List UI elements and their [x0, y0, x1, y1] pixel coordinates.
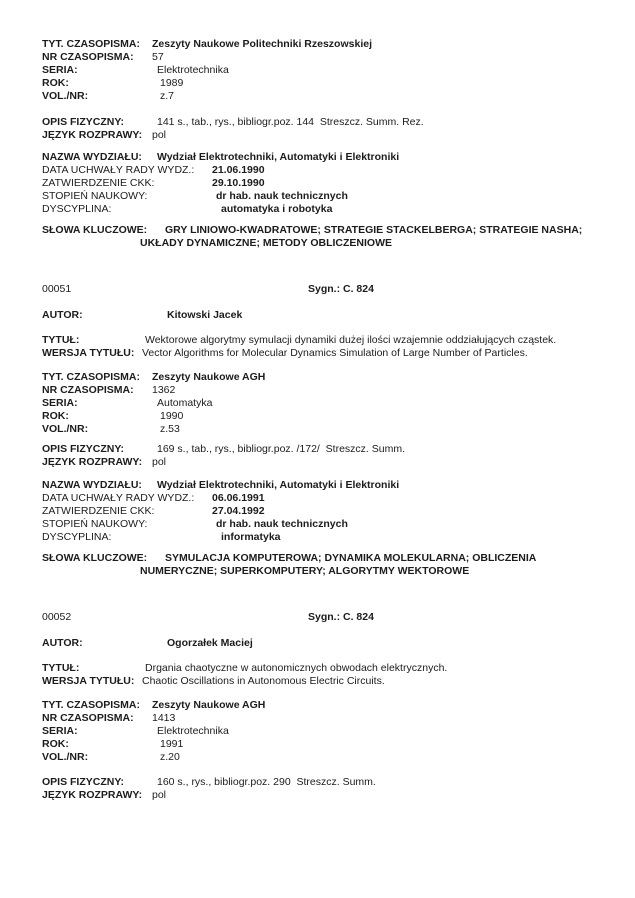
row-tytul: [42, 662, 607, 675]
label-jezyk-rozprawy: JĘZYK ROZPRAWY:: [42, 129, 143, 141]
value-autor: Ogorzałek Maciej: [167, 637, 253, 649]
label-zatwierdzenie-ckk: ZATWIERDZENIE CKK:: [42, 177, 155, 189]
row-rok: [42, 77, 607, 90]
spacer: [42, 360, 607, 371]
value-wersja-tytulu: Vector Algorithms for Molecular Dynamics Simulation of Large Number of Particles.: [142, 347, 528, 359]
row-zatwierdzenie-ckk: [42, 177, 607, 190]
label-nazwa-wydzialu: NAZWA WYDZIAŁU:: [42, 151, 142, 163]
label-stopien-naukowy: STOPIEŃ NAUKOWY:: [42, 190, 148, 202]
value-seria: Automatyka: [157, 397, 213, 409]
row-seria: [42, 725, 607, 738]
record-block: [42, 611, 607, 802]
value-dyscyplina: automatyka i robotyka: [221, 203, 333, 215]
row-autor: [42, 637, 607, 650]
label-autor: AUTOR:: [42, 637, 83, 649]
row-seria: [42, 64, 607, 77]
spacer: [42, 624, 607, 637]
label-nr-czasopisma: NR CZASOPISMA:: [42, 51, 134, 63]
value-tytul: Drgania chaotyczne w autonomicznych obwodach elektrycznych.: [145, 662, 448, 674]
label-seria: SERIA:: [42, 397, 78, 409]
label-dyscyplina: DYSCYPLINA:: [42, 531, 112, 543]
label-slowa-kluczowe: SŁOWA KLUCZOWE:: [42, 224, 148, 236]
value-stopien-naukowy: dr hab. nauk technicznych: [216, 518, 348, 530]
value-seria: Elektrotechnika: [157, 64, 229, 76]
label-vol-nr: VOL./NR:: [42, 90, 89, 102]
record-block: [42, 38, 607, 250]
record-signature: Sygn.: C. 824: [308, 283, 374, 295]
label-nr-czasopisma: NR CZASOPISMA:: [42, 712, 134, 724]
row-jezyk-rozprawy: [42, 129, 607, 142]
row-vol-nr: [42, 423, 607, 436]
value-journal-title: Zeszyty Naukowe Politechniki Rzeszowskiej: [152, 38, 372, 50]
value-jezyk-rozprawy: pol: [152, 789, 167, 801]
record-number: 00051: [42, 283, 72, 295]
record-block: [42, 283, 607, 578]
label-opis-fizyczny: OPIS FIZYCZNY:: [42, 776, 125, 788]
record-header: [42, 611, 607, 624]
value-journal-title: Zeszyty Naukowe AGH: [152, 371, 266, 383]
row-rok: [42, 738, 607, 751]
value-opis-fizyczny: 169 s., tab., rys., bibliogr.poz. /172/ Streszcz. Summ.: [157, 443, 406, 455]
value-journal-nr: 57: [152, 51, 164, 63]
row-nazwa-wydzialu: [42, 151, 607, 164]
row-slowa-kluczowe: [42, 224, 607, 237]
label-nazwa-wydzialu: NAZWA WYDZIAŁU:: [42, 479, 142, 491]
row-tyt-czasopisma: [42, 699, 607, 712]
label-wersja-tytulu: WERSJA TYTUŁU:: [42, 347, 135, 359]
row-data-uchwaly: [42, 164, 607, 177]
label-tyt-czasopisma: TYT. CZASOPISMA:: [42, 38, 141, 50]
row-seria: [42, 397, 607, 410]
label-rok: ROK:: [42, 738, 69, 750]
row-vol-nr: [42, 751, 607, 764]
label-tytul: TYTUŁ:: [42, 334, 80, 346]
label-rok: ROK:: [42, 77, 69, 89]
label-dyscyplina: DYSCYPLINA:: [42, 203, 112, 215]
row-vol-nr: [42, 90, 607, 103]
label-tytul: TYTUŁ:: [42, 662, 80, 674]
label-tyt-czasopisma: TYT. CZASOPISMA:: [42, 699, 141, 711]
label-tyt-czasopisma: TYT. CZASOPISMA:: [42, 371, 141, 383]
value-jezyk-rozprawy: pol: [152, 129, 167, 141]
value-zatwierdzenie-ckk: 29.10.1990: [212, 177, 265, 189]
value-vol-nr: z.7: [160, 90, 175, 102]
spacer: [42, 650, 607, 662]
value-rok: 1989: [160, 77, 184, 89]
value-jezyk-rozprawy: pol: [152, 456, 167, 468]
row-wersja-tytulu: [42, 347, 607, 360]
label-slowa-kluczowe: SŁOWA KLUCZOWE:: [42, 552, 148, 564]
value-journal-nr: 1362: [152, 384, 176, 396]
label-seria: SERIA:: [42, 725, 78, 737]
label-opis-fizyczny: OPIS FIZYCZNY:: [42, 116, 125, 128]
row-jezyk-rozprawy: [42, 789, 607, 802]
value-data-uchwaly: 21.06.1990: [212, 164, 265, 176]
spacer: [42, 578, 607, 611]
value-rok: 1990: [160, 410, 184, 422]
value-journal-nr: 1413: [152, 712, 176, 724]
label-vol-nr: VOL./NR:: [42, 751, 89, 763]
label-autor: AUTOR:: [42, 309, 83, 321]
value-dyscyplina: informatyka: [221, 531, 281, 543]
value-slowa-kluczowe-line2: NUMERYCZNE; SUPERKOMPUTERY; ALGORYTMY WEKTOROWE: [140, 565, 470, 577]
value-zatwierdzenie-ckk: 27.04.1992: [212, 505, 265, 517]
value-journal-title: Zeszyty Naukowe AGH: [152, 699, 266, 711]
spacer: [42, 103, 607, 116]
label-jezyk-rozprawy: JĘZYK ROZPRAWY:: [42, 456, 143, 468]
label-jezyk-rozprawy: JĘZYK ROZPRAWY:: [42, 789, 143, 801]
spacer: [42, 544, 607, 552]
label-data-uchwaly: DATA UCHWAŁY RADY WYDZ.:: [42, 492, 195, 504]
row-data-uchwaly: [42, 492, 607, 505]
value-nazwa-wydzialu: Wydział Elektrotechniki, Automatyki i Elektroniki: [157, 151, 400, 163]
spacer: [42, 436, 607, 443]
record-number: 00052: [42, 611, 72, 623]
row-opis-fizyczny: [42, 116, 607, 129]
label-seria: SERIA:: [42, 64, 78, 76]
row-nr-czasopisma: [42, 51, 607, 64]
value-vol-nr: z.53: [160, 423, 180, 435]
record-signature: Sygn.: C. 824: [308, 611, 374, 623]
row-stopien-naukowy: [42, 190, 607, 203]
value-opis-fizyczny: 160 s., rys., bibliogr.poz. 290 Streszcz. Summ.: [157, 776, 376, 788]
label-rok: ROK:: [42, 410, 69, 422]
label-zatwierdzenie-ckk: ZATWIERDZENIE CKK:: [42, 505, 155, 517]
label-vol-nr: VOL./NR:: [42, 423, 89, 435]
row-dyscyplina: [42, 203, 607, 216]
spacer: [42, 142, 607, 151]
row-autor: [42, 309, 607, 322]
label-nr-czasopisma: NR CZASOPISMA:: [42, 384, 134, 396]
value-data-uchwaly: 06.06.1991: [212, 492, 265, 504]
label-stopien-naukowy: STOPIEŃ NAUKOWY:: [42, 518, 148, 530]
row-dyscyplina: [42, 531, 607, 544]
label-data-uchwaly: DATA UCHWAŁY RADY WYDZ.:: [42, 164, 195, 176]
value-nazwa-wydzialu: Wydział Elektrotechniki, Automatyki i Elektroniki: [157, 479, 400, 491]
record-header: [42, 283, 607, 296]
row-opis-fizyczny: [42, 443, 607, 456]
spacer: [42, 216, 607, 224]
value-slowa-kluczowe-line1: GRY LINIOWO-KWADRATOWE; STRATEGIE STACKELBERGA; STRATEGIE NASHA;: [165, 224, 583, 236]
row-stopien-naukowy: [42, 518, 607, 531]
value-seria: Elektrotechnika: [157, 725, 229, 737]
value-stopien-naukowy: dr hab. nauk technicznych: [216, 190, 348, 202]
row-slowa-kluczowe: [42, 552, 607, 565]
row-rok: [42, 410, 607, 423]
value-autor: Kitowski Jacek: [167, 309, 243, 321]
row-tyt-czasopisma: [42, 38, 607, 51]
row-tyt-czasopisma: [42, 371, 607, 384]
spacer: [42, 322, 607, 334]
value-wersja-tytulu: Chaotic Oscillations in Autonomous Electric Circuits.: [142, 675, 385, 687]
spacer: [42, 296, 607, 309]
row-nr-czasopisma: [42, 384, 607, 397]
row-jezyk-rozprawy: [42, 456, 607, 469]
row-slowa-kluczowe-cont: [42, 237, 607, 250]
row-nr-czasopisma: [42, 712, 607, 725]
row-nazwa-wydzialu: [42, 479, 607, 492]
value-tytul: Wektorowe algorytmy symulacji dynamiki dużej ilości wzajemnie oddziałujących cząstek.: [145, 334, 557, 346]
row-opis-fizyczny: [42, 776, 607, 789]
row-tytul: [42, 334, 607, 347]
spacer: [42, 688, 607, 699]
row-wersja-tytulu: [42, 675, 607, 688]
value-slowa-kluczowe-line2: UKŁADY DYNAMICZNE; METODY OBLICZENIOWE: [140, 237, 393, 249]
spacer: [42, 250, 607, 283]
spacer: [42, 469, 607, 479]
value-slowa-kluczowe-line1: SYMULACJA KOMPUTEROWA; DYNAMIKA MOLEKULARNA; OBLICZENIA: [165, 552, 537, 564]
label-opis-fizyczny: OPIS FIZYCZNY:: [42, 443, 125, 455]
row-zatwierdzenie-ckk: [42, 505, 607, 518]
row-slowa-kluczowe-cont: [42, 565, 607, 578]
value-rok: 1991: [160, 738, 184, 750]
spacer: [42, 764, 607, 776]
value-vol-nr: z.20: [160, 751, 180, 763]
value-opis-fizyczny: 141 s., tab., rys., bibliogr.poz. 144 Streszcz. Summ. Rez.: [157, 116, 424, 128]
label-wersja-tytulu: WERSJA TYTUŁU:: [42, 675, 135, 687]
